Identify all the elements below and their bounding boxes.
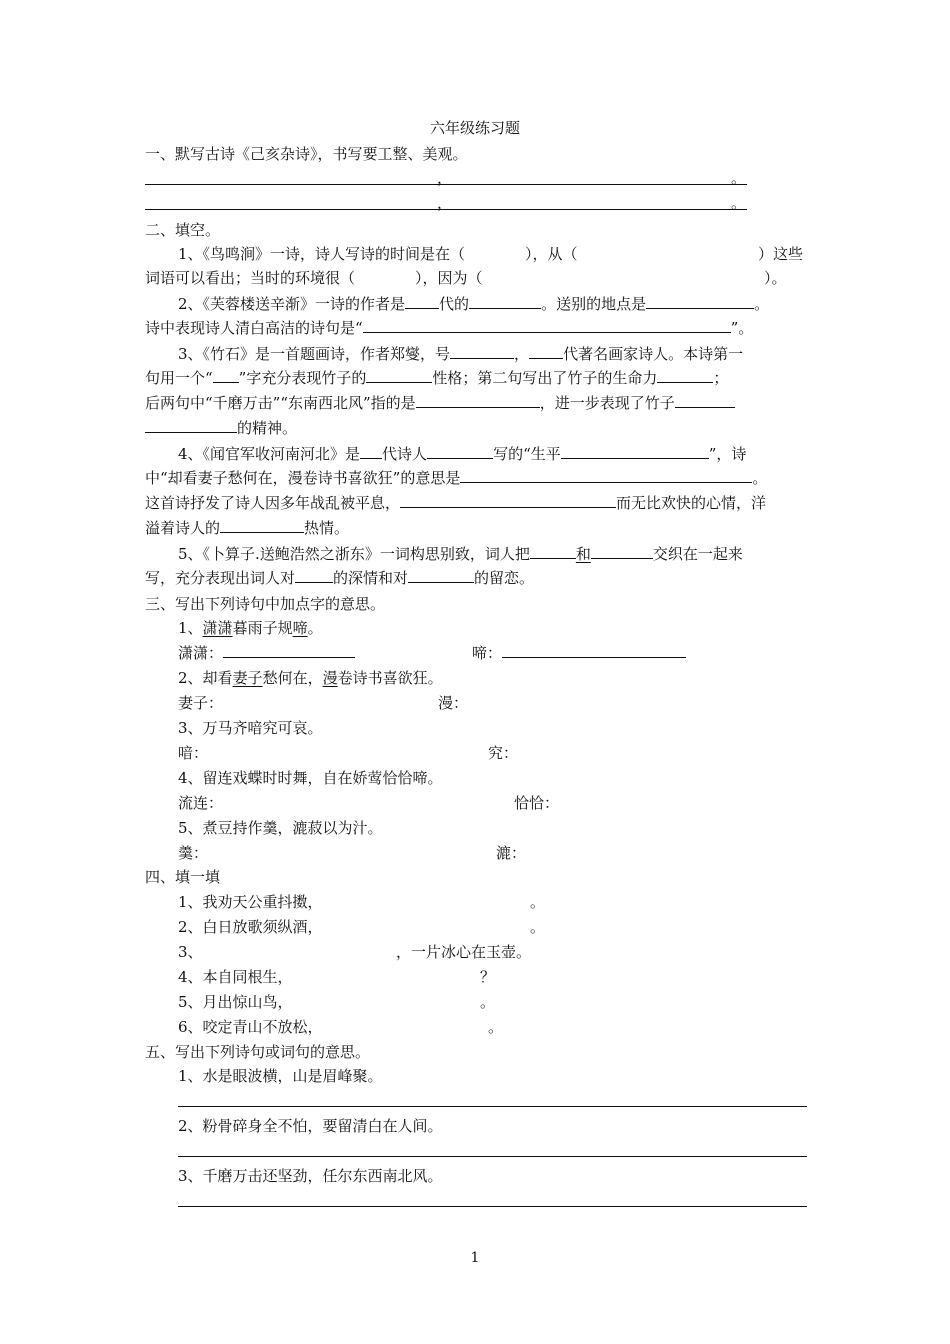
comma-mark: ， xyxy=(437,169,453,187)
q4-text-h: 而无比欢快的心情，洋 xyxy=(616,494,767,512)
blank[interactable] xyxy=(360,444,382,459)
s3-item3: 3、万马齐喑究可哀。 xyxy=(178,719,323,737)
q1-text-a: 1、《鸟鸣涧》一诗，诗人写诗的时间是在（ xyxy=(178,245,466,263)
s3-item1-key1 xyxy=(178,643,355,663)
q3-text-c: 代著名画家诗人。本诗第一 xyxy=(563,345,744,363)
q3-line4 xyxy=(145,418,297,438)
q5-text-b: 和 xyxy=(575,545,591,563)
s3-item3-key2: 究： xyxy=(488,744,519,762)
s3-item2-mid: 愁何在， xyxy=(262,669,323,687)
q1-text-f: ）。 xyxy=(764,269,787,287)
answer-line[interactable] xyxy=(178,1206,807,1207)
s3-item3-key1: 喑： xyxy=(178,744,209,762)
q3-text-g: ； xyxy=(713,369,729,387)
period-mark: 。 xyxy=(731,169,747,187)
blank[interactable] xyxy=(223,643,355,658)
section-3-heading: 三、写出下列诗句中加点字的意思。 xyxy=(145,595,386,613)
s3-item4-key2: 恰恰： xyxy=(514,794,560,812)
answer-line[interactable] xyxy=(178,1156,807,1157)
q1-text-d: 词语可以看出；当时的环境很（ xyxy=(145,269,356,287)
s4-item-6-end: 。 xyxy=(488,1018,504,1036)
q5-text-e: 的深情和对 xyxy=(333,569,409,587)
blank[interactable] xyxy=(529,344,563,359)
section-5-heading: 五、写出下列诗句或词句的意思。 xyxy=(145,1043,371,1061)
q3-text-e: ”字充分表现竹子的 xyxy=(238,369,367,387)
blank[interactable] xyxy=(460,468,752,483)
section-4-heading: 四、填一填 xyxy=(145,868,221,886)
q4-text-g: 这首诗抒发了诗人因多年战乱被平息， xyxy=(145,494,401,512)
section-1-heading: 一、默写古诗《己亥杂诗》，书写要工整、美观。 xyxy=(145,145,468,163)
s3-item1-pre: 1、 xyxy=(178,619,203,637)
q5-line2 xyxy=(145,568,534,588)
answer-line[interactable] xyxy=(178,1106,807,1107)
s4-item-3: 3、 xyxy=(178,943,203,961)
q4-line3 xyxy=(145,493,766,513)
q4-text-a: 4、《闻官军收河南河北》是 xyxy=(178,445,361,463)
section-2-heading: 二、填空。 xyxy=(145,221,221,239)
s3-key-label: 啼： xyxy=(472,644,503,662)
q1-text-b: ），从（ xyxy=(525,245,578,263)
page-title: 六年级练习题 xyxy=(429,119,520,137)
s3-item1-post: 。 xyxy=(307,619,323,637)
s3-item2-pre: 2、却看 xyxy=(178,669,233,687)
q5-text-c: 交织在一起来 xyxy=(652,545,743,563)
s3-item1-word2: 啼 xyxy=(292,619,308,637)
s4-item-6: 6、咬定青山不放松， xyxy=(178,1018,323,1036)
blank[interactable] xyxy=(561,444,709,459)
blank[interactable] xyxy=(400,493,616,508)
blank[interactable] xyxy=(366,368,432,383)
q4-line2 xyxy=(145,468,767,488)
q4-text-j: 热情。 xyxy=(304,519,350,537)
blank[interactable] xyxy=(145,418,237,433)
s3-item2-key2: 漫： xyxy=(438,694,469,712)
s5-item-1: 1、水是眼波横，山是眉峰聚。 xyxy=(178,1067,383,1085)
blank[interactable] xyxy=(469,294,541,309)
blank[interactable] xyxy=(295,568,333,583)
s4-item-3-end: ，一片冰心在玉壶。 xyxy=(396,943,532,961)
blank[interactable] xyxy=(213,368,239,383)
q5-text-f: 的留恋。 xyxy=(474,569,535,587)
page-number: 1 xyxy=(470,1250,480,1266)
s4-item-2: 2、白日放歌须纵酒， xyxy=(178,918,323,936)
q3-line1 xyxy=(178,344,743,364)
s4-item-4-end: ？ xyxy=(480,968,496,986)
q1-text-c: ）这些 xyxy=(758,245,804,263)
blank[interactable] xyxy=(220,518,304,533)
q3-text-i: ，进一步表现了竹子 xyxy=(539,394,675,412)
q2-text-a: 2、《芙蓉楼送辛渐》一诗的作者是 xyxy=(178,295,406,313)
blank[interactable] xyxy=(408,568,474,583)
q3-text-b: ， xyxy=(514,345,530,363)
q2-text-b: 代的 xyxy=(439,295,470,313)
q4-line4 xyxy=(145,518,349,538)
s3-item1-mid: 暮雨子规 xyxy=(232,619,293,637)
blank[interactable] xyxy=(657,368,713,383)
q2-text-e: 诗中表现诗人清白高洁的诗句是“ xyxy=(145,319,363,337)
period-mark: 。 xyxy=(731,194,747,212)
s4-item-1: 1、我劝天公重抖擞， xyxy=(178,893,323,911)
s3-item5-key2: 漉： xyxy=(496,844,527,862)
q1-text-e: ），因为（ xyxy=(415,269,483,287)
blank[interactable] xyxy=(530,544,576,559)
q5-line1 xyxy=(178,544,743,564)
s3-item2 xyxy=(178,668,443,688)
q2-line1 xyxy=(178,294,769,314)
s3-item1-key2 xyxy=(472,643,686,663)
q2-text-f: ”。 xyxy=(730,319,754,337)
blank[interactable] xyxy=(646,294,754,309)
s4-item-4: 4、本自同根生， xyxy=(178,968,293,986)
comma-mark: ， xyxy=(437,194,453,212)
q3-text-d: 句用一个“ xyxy=(145,369,213,387)
s4-item-1-end: 。 xyxy=(530,893,546,911)
blank[interactable] xyxy=(427,444,493,459)
q4-text-f: 。 xyxy=(752,469,768,487)
blank[interactable] xyxy=(675,393,735,408)
q3-line2 xyxy=(145,368,728,388)
s3-item2-word2: 漫 xyxy=(322,669,338,687)
q2-line2 xyxy=(145,318,753,338)
s3-item5: 5、煮豆持作羹，漉菽以为汁。 xyxy=(178,819,383,837)
q3-text-f: 性格；第二句写出了竹子的生命力 xyxy=(432,369,658,387)
s4-item-5: 5、月出惊山鸟， xyxy=(178,993,293,1011)
q3-text-j: 的精神。 xyxy=(237,419,298,437)
s3-item2-post: 卷诗书喜欲狂。 xyxy=(337,669,443,687)
blank[interactable] xyxy=(502,643,686,658)
blank[interactable] xyxy=(405,294,439,309)
s4-item-2-end: 。 xyxy=(530,918,546,936)
blank[interactable] xyxy=(363,318,731,333)
s3-item5-key1: 羹： xyxy=(178,844,209,862)
q3-text-h: 后两句中“千磨万击”“东南西北风”指的是 xyxy=(145,394,416,412)
q1-line2 xyxy=(145,268,483,288)
q4-text-b: 代诗人 xyxy=(382,445,428,463)
s4-item-5-end: 。 xyxy=(480,993,496,1011)
q4-text-i: 溢着诗人的 xyxy=(145,519,221,537)
q2-text-c: 。送别的地点是 xyxy=(541,295,647,313)
q4-text-e: 中“却看妻子愁何在，漫卷诗书喜欲狂”的意思是 xyxy=(145,469,461,487)
blank[interactable] xyxy=(450,344,514,359)
q3-line3 xyxy=(145,393,735,413)
s3-key-label: 潇潇： xyxy=(178,644,224,662)
s3-item1-word1: 潇潇 xyxy=(202,619,233,637)
q2-text-d: 。 xyxy=(754,295,770,313)
s5-item-2: 2、粉骨碎身全不怕，要留清白在人间。 xyxy=(178,1117,443,1135)
q5-text-a: 5、《卜算子.送鲍浩然之浙东》一词构思别致，词人把 xyxy=(178,545,530,563)
blank[interactable] xyxy=(591,544,653,559)
s3-item1 xyxy=(178,618,323,638)
q5-text-d: 写，充分表现出词人对 xyxy=(145,569,296,587)
s5-item-3: 3、千磨万击还坚劲，任尔东西南北风。 xyxy=(178,1167,443,1185)
s3-item4: 4、留连戏蝶时时舞，自在娇莺恰恰啼。 xyxy=(178,769,443,787)
q4-text-d: ”，诗 xyxy=(708,445,747,463)
s3-item4-key1: 流连： xyxy=(178,794,224,812)
blank[interactable] xyxy=(416,393,540,408)
q4-line1 xyxy=(178,444,746,464)
s3-item2-key1: 妻子： xyxy=(178,694,224,712)
q1-line1 xyxy=(178,244,578,264)
s3-item2-word1: 妻子 xyxy=(232,669,263,687)
q3-text-a: 3、《竹石》是一首题画诗，作者郑燮，号 xyxy=(178,345,451,363)
q4-text-c: 写的“生平 xyxy=(493,445,561,463)
